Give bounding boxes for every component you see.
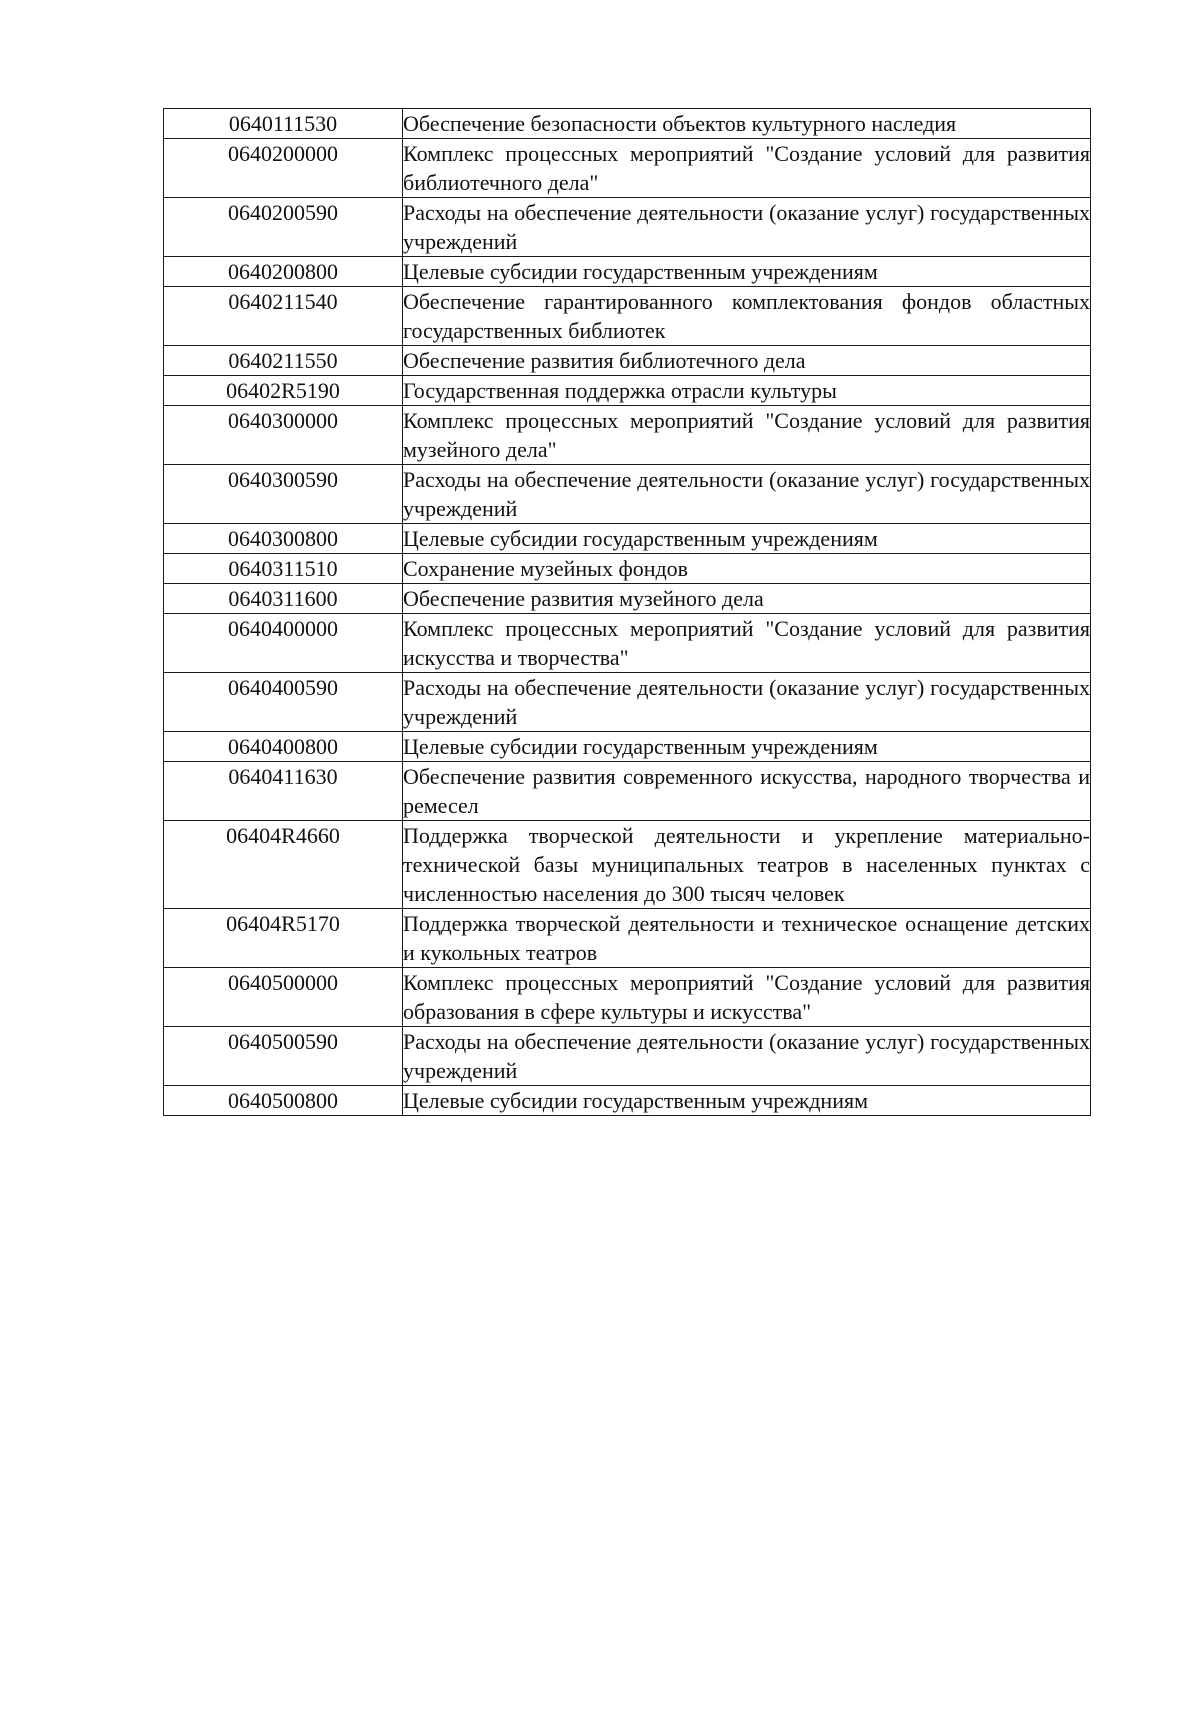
table-row [164,614,1091,673]
table-row [164,376,1091,406]
table-row [164,139,1091,198]
row-code: 06404R5170 [164,909,403,968]
row-code: 0640200000 [164,139,403,198]
budget-codes-table [163,108,1091,1116]
row-code: 06402R5190 [164,376,403,406]
row-code: 0640211550 [164,346,403,376]
row-description: Обеспечение гарантированного комплектования фондов областных государственных библиотек [403,287,1091,346]
table-body [164,109,1091,1116]
row-description: Расходы на обеспечение деятельности (оказание услуг) государственных учреждений [403,673,1091,732]
row-description: Комплекс процессных мероприятий "Создание условий для развития образования в сфере культуры и искусства" [403,968,1091,1027]
row-code: 0640400000 [164,614,403,673]
row-code: 0640400800 [164,732,403,762]
row-code: 0640200590 [164,198,403,257]
table-row [164,406,1091,465]
row-description: Комплекс процессных мероприятий "Создание условий для развития музейного дела" [403,406,1091,465]
row-description: Обеспечение развития современного искусства, народного творчества и ремесел [403,762,1091,821]
row-code: 0640500590 [164,1027,403,1086]
row-code: 0640411630 [164,762,403,821]
table-row [164,524,1091,554]
row-code: 0640200800 [164,257,403,287]
row-code: 06404R4660 [164,821,403,909]
row-code: 0640311600 [164,584,403,614]
row-code: 0640400590 [164,673,403,732]
row-description: Расходы на обеспечение деятельности (оказание услуг) государственных учреждений [403,465,1091,524]
table-row [164,346,1091,376]
table-row [164,287,1091,346]
row-code: 0640311510 [164,554,403,584]
row-code: 0640300590 [164,465,403,524]
row-code: 0640300800 [164,524,403,554]
table-row [164,732,1091,762]
row-description: Целевые субсидии государственным учреждениям [403,732,1091,762]
row-description: Целевые субсидии государственным учреждениям [403,257,1091,287]
row-description: Расходы на обеспечение деятельности (оказание услуг) государственных учреждений [403,198,1091,257]
row-description: Обеспечение безопасности объектов культурного наследия [403,109,1091,139]
row-description: Сохранение музейных фондов [403,554,1091,584]
row-description: Расходы на обеспечение деятельности (оказание услуг) государственных учреждений [403,1027,1091,1086]
row-description: Поддержка творческой деятельности и укрепление материально-технической базы муниципальных театров в населенных пунктах с численностью населения до 300 тысяч человек [403,821,1091,909]
row-code: 0640300000 [164,406,403,465]
row-description: Государственная поддержка отрасли культуры [403,376,1091,406]
table-row [164,554,1091,584]
table-row [164,1086,1091,1116]
table-row [164,257,1091,287]
row-description: Целевые субсидии государственным учреждниям [403,1086,1091,1116]
table-row [164,762,1091,821]
row-code: 0640500800 [164,1086,403,1116]
row-description: Комплекс процессных мероприятий "Создание условий для развития искусства и творчества" [403,614,1091,673]
table-row [164,198,1091,257]
row-code: 0640111530 [164,109,403,139]
table-row [164,584,1091,614]
table-row [164,909,1091,968]
row-description: Поддержка творческой деятельности и техническое оснащение детских и кукольных театров [403,909,1091,968]
table-row [164,465,1091,524]
row-code: 0640211540 [164,287,403,346]
table-row [164,1027,1091,1086]
table-row [164,821,1091,909]
row-description: Обеспечение развития музейного дела [403,584,1091,614]
row-description: Комплекс процессных мероприятий "Создание условий для развития библиотечного дела" [403,139,1091,198]
table-row [164,109,1091,139]
table-row [164,968,1091,1027]
row-description: Целевые субсидии государственным учреждениям [403,524,1091,554]
table-row [164,673,1091,732]
row-code: 0640500000 [164,968,403,1027]
row-description: Обеспечение развития библиотечного дела [403,346,1091,376]
